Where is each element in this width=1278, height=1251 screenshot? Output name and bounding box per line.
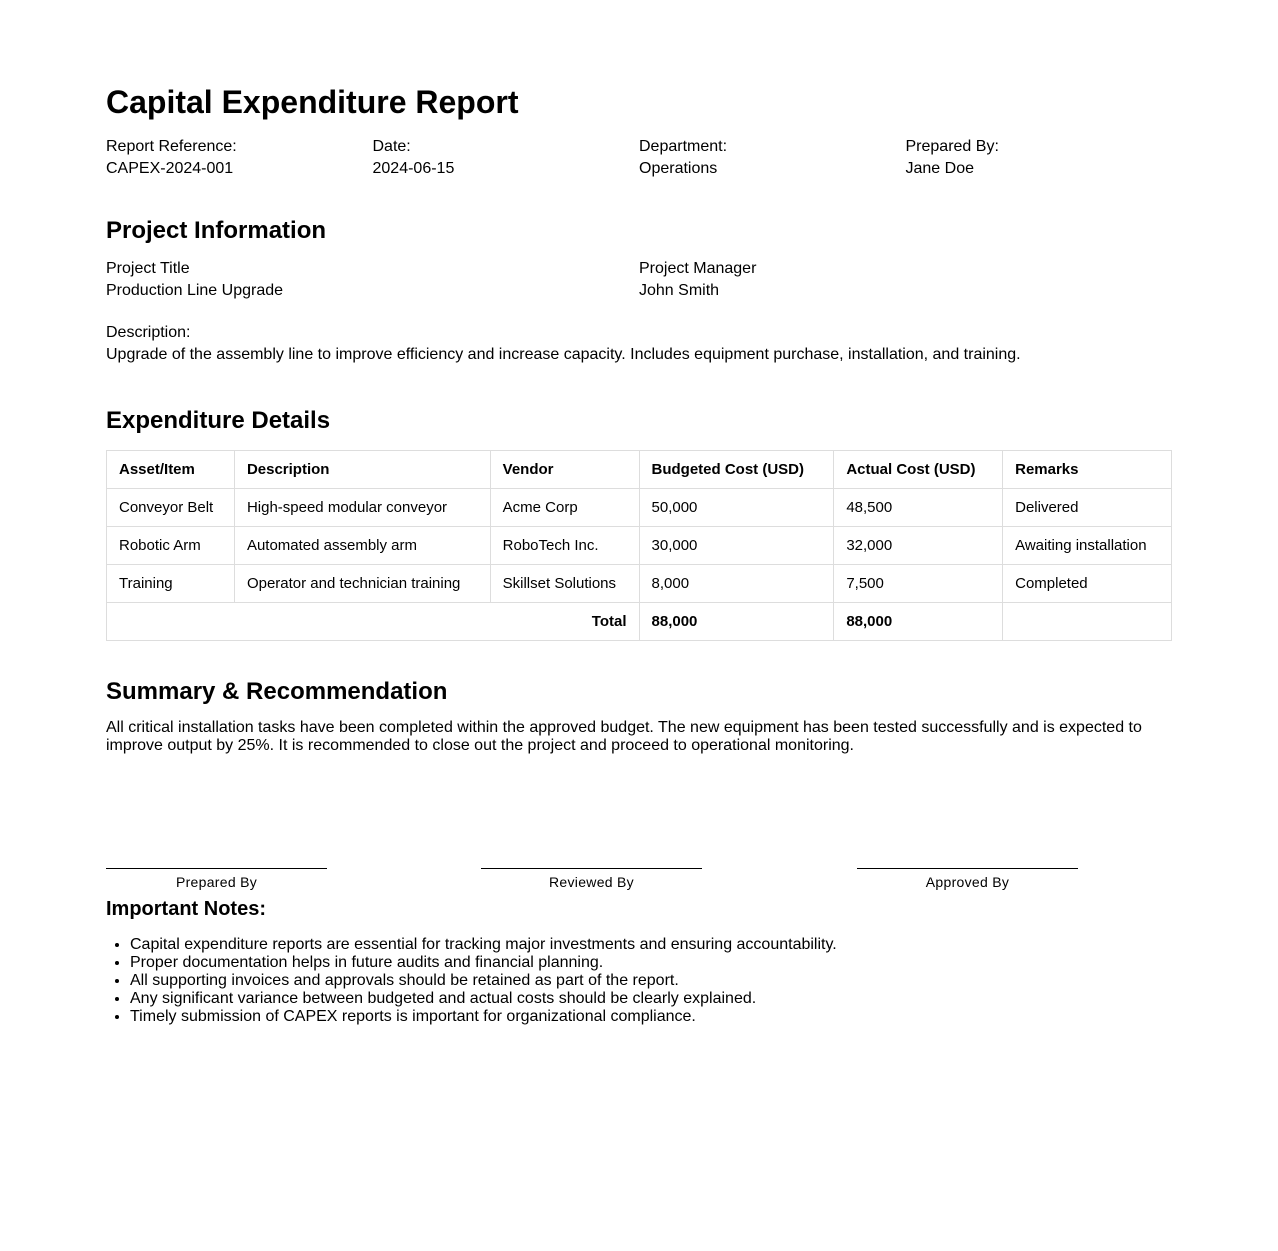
- list-item: • Capital expenditure reports are essential for tracking major investments and ensuring accountability.: [130, 936, 1172, 954]
- notes-heading: Important Notes:: [106, 898, 266, 920]
- column-header: Actual Cost (USD): [834, 451, 1003, 489]
- table-cell: 30,000: [639, 527, 834, 565]
- signature-line: [857, 868, 1078, 869]
- description-label: Description:: [106, 324, 191, 341]
- project-description: [106, 322, 1172, 366]
- meta-value: Operations: [639, 160, 718, 177]
- table-cell: 32,000: [834, 527, 1003, 565]
- meta-prepared-by: [906, 136, 1173, 180]
- table-cell: Acme Corp: [490, 489, 639, 527]
- meta-label: Date:: [372, 138, 411, 155]
- table-cell: 48,500: [834, 489, 1003, 527]
- signature-approved-by: [857, 868, 1078, 890]
- report-page: [106, 80, 1172, 1026]
- column-header: Description: [234, 451, 490, 489]
- table-row: [107, 527, 1172, 565]
- signature-label: Reviewed By: [548, 874, 634, 890]
- project-manager-label: Project Manager: [639, 260, 757, 277]
- list-item: • Proper documentation helps in future audits and financial planning.: [130, 954, 1172, 972]
- signature-block: [106, 868, 1172, 898]
- table-cell: RoboTech Inc.: [490, 527, 639, 565]
- meta-value: 2024-06-15: [372, 160, 455, 177]
- meta-value: CAPEX-2024-001: [106, 160, 234, 177]
- table-row: [107, 489, 1172, 527]
- report-title: Capital Expenditure Report: [106, 84, 519, 120]
- table-cell: Automated assembly arm: [234, 527, 490, 565]
- signature-label: Approved By: [925, 874, 1010, 890]
- meta-label: Prepared By:: [905, 138, 999, 155]
- table-cell: 50,000: [639, 489, 834, 527]
- signature-prepared-by: [106, 868, 327, 890]
- table-cell: Awaiting installation: [1003, 527, 1172, 565]
- column-header: Remarks: [1003, 451, 1172, 489]
- meta-label: Report Reference:: [106, 138, 237, 155]
- project-info-heading: Project Information: [106, 217, 327, 244]
- meta-label: Department:: [639, 138, 728, 155]
- total-label: Total: [107, 603, 640, 641]
- total-remarks-empty: [1003, 603, 1172, 641]
- project-info: [106, 258, 1172, 302]
- table-cell: Skillset Solutions: [490, 565, 639, 603]
- table-cell: Robotic Arm: [107, 527, 235, 565]
- meta-reference: [106, 136, 373, 180]
- signature-reviewed-by: [481, 868, 702, 890]
- expenditure-table: [106, 450, 1172, 641]
- project-manager-value: John Smith: [639, 282, 720, 299]
- report-meta: [106, 136, 1172, 180]
- summary-heading: Summary & Recommendation: [106, 678, 448, 705]
- table-cell: Completed: [1003, 565, 1172, 603]
- list-item: • Timely submission of CAPEX reports is important for organizational compliance.: [130, 1008, 1172, 1026]
- table-total-row: [107, 603, 1172, 641]
- table-cell: 7,500: [834, 565, 1003, 603]
- table-cell: Operator and technician training: [234, 565, 490, 603]
- meta-value: Jane Doe: [905, 160, 974, 177]
- meta-date: [373, 136, 640, 180]
- summary-text: All critical installation tasks have been completed within the approved budget. The new equipment has been tested successfully and is expected to improve output by 25%. It is recommended to close out the project and proceed to operational monitoring.: [106, 719, 1142, 754]
- project-title-label: Project Title: [106, 260, 190, 277]
- table-cell: 8,000: [639, 565, 834, 603]
- signature-label: Prepared By: [175, 874, 258, 890]
- signature-line: [481, 868, 702, 869]
- signature-line: [106, 868, 327, 869]
- list-item: • Any significant variance between budgeted and actual costs should be clearly explained.: [130, 990, 1172, 1008]
- project-manager-field: [639, 258, 1172, 302]
- table-cell: Delivered: [1003, 489, 1172, 527]
- project-title-value: Production Line Upgrade: [106, 282, 284, 299]
- notes-list: [106, 936, 1172, 1026]
- column-header: Vendor: [490, 451, 639, 489]
- total-actual: 88,000: [834, 603, 1003, 641]
- column-header: Asset/Item: [107, 451, 235, 489]
- table-row: [107, 565, 1172, 603]
- project-title-field: [106, 258, 639, 302]
- table-cell: High-speed modular conveyor: [234, 489, 490, 527]
- table-cell: Training: [107, 565, 235, 603]
- expenditure-heading: Expenditure Details: [106, 407, 331, 434]
- table-header-row: [107, 451, 1172, 489]
- list-item: • All supporting invoices and approvals should be retained as part of the report.: [130, 972, 1172, 990]
- table-cell: Conveyor Belt: [107, 489, 235, 527]
- meta-department: [639, 136, 906, 180]
- total-budgeted: 88,000: [639, 603, 834, 641]
- description-value: Upgrade of the assembly line to improve efficiency and increase capacity. Includes equipment purchase, installation, and training.: [106, 346, 1021, 363]
- column-header: Budgeted Cost (USD): [639, 451, 834, 489]
